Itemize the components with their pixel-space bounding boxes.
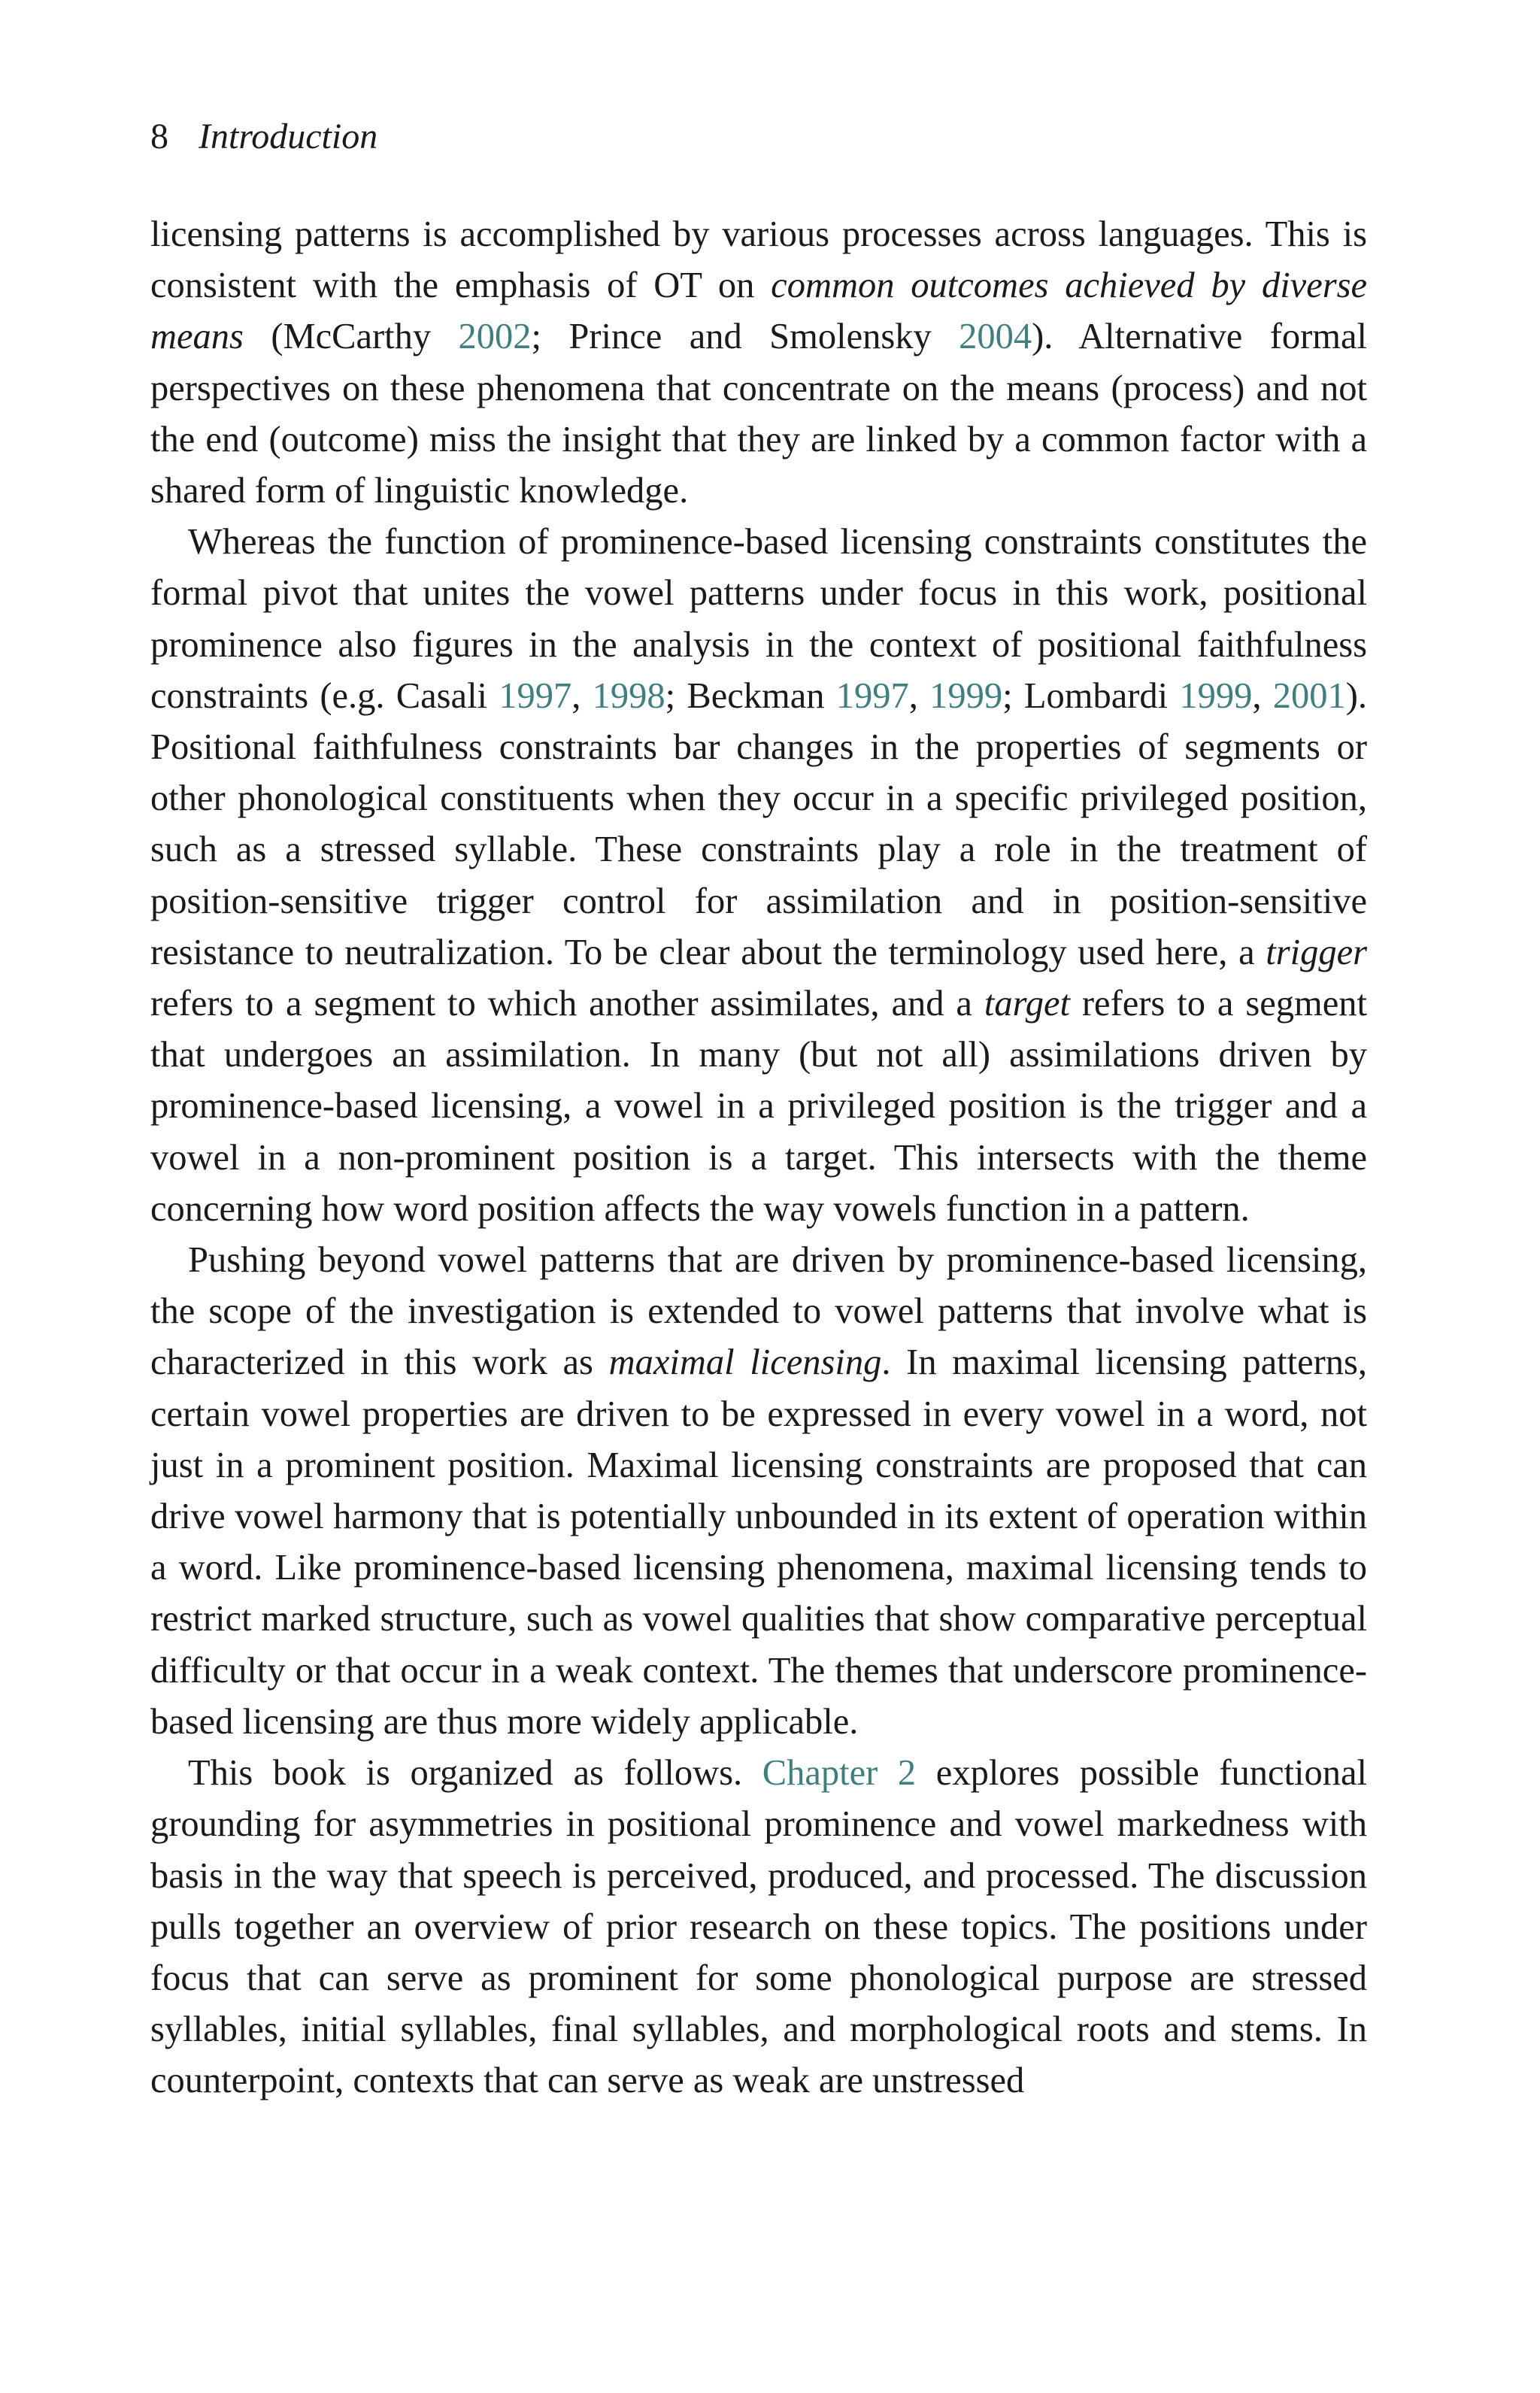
text-run: refers to a segment that undergoes an assimilation. In many (but not all) assimilations driven by prominence-based licensing, a vowel in a privileged position is the trigger and a vowel in a non-prominent position is a target. This intersects with the theme concerning how word position affects the way vowels function in a pattern. xyxy=(150,984,1367,1229)
text-run: ). Alternative formal perspectives on these phenomena that concentrate on the means (process) and not the end (outcome) miss the insight that they are linked by a common factor with a shared form of linguistic knowledge. xyxy=(150,317,1367,511)
text-run: ). Positional faithfulness constraints bar changes in the properties of segments or other phonological constituents when they occur in a specific privileged position, such as a stressed syllable. These constraints play a role in the treatment of position-sensitive trigger control for assimilation and in position-sensitive resistance to neutralization. To be clear about the terminology used here, a xyxy=(150,675,1368,972)
text-run: ; Prince and Smolensky xyxy=(531,317,959,357)
paragraph-3 xyxy=(150,1235,1367,1748)
paragraph-1 xyxy=(150,209,1367,517)
text-run: Pushing beyond vowel patterns that are driven by prominence-based licensing, the scope of the investigation is extended to vowel patterns that involve what is characterized in this work as xyxy=(150,1240,1367,1383)
text-run: , xyxy=(1252,675,1273,716)
citation-link[interactable]: 2001 xyxy=(1272,675,1346,716)
text-run: refers to a segment to which another assimilates, and a xyxy=(150,984,984,1024)
text-run: This book is organized as follows. xyxy=(188,1753,762,1794)
running-title: Introduction xyxy=(199,117,378,156)
body-text xyxy=(150,209,1367,2107)
citation-link[interactable]: 1999 xyxy=(929,675,1003,716)
emphasis: common outcomes achieved by diverse means xyxy=(150,265,1367,357)
paragraph-2 xyxy=(150,517,1367,1235)
text-run: ; Lombardi xyxy=(1002,675,1180,716)
chapter-link[interactable]: Chapter 2 xyxy=(762,1753,917,1794)
paragraph-4 xyxy=(150,1748,1367,2106)
citation-link[interactable]: 1997 xyxy=(499,675,572,716)
emphasis: trigger xyxy=(1266,932,1367,972)
text-run: , xyxy=(908,675,930,716)
text-run: (McCarthy xyxy=(243,317,459,357)
text-run: licensing patterns is accomplished by various processes across languages. This is consistent with the emphasis of OT on xyxy=(150,214,1367,306)
text-run: . In maximal licensing patterns, certain vowel properties are driven to be expressed in every vowel in a word, not just in a prominent position. Maximal licensing constraints are proposed that can drive vowel harmony that is potentially unbounded in its extent of operation within a word. Like prominence-based licensing phenomena, maximal licensing tends to restrict marked structure, such as vowel qualities that show comparative perceptual difficulty or that occur in a weak context. The themes that underscore prominence-based licensing are thus more widely applicable. xyxy=(150,1342,1367,1742)
citation-link[interactable]: 1998 xyxy=(592,675,665,716)
text-run: Whereas the function of prominence-based licensing constraints constitutes the formal pivot that unites the vowel patterns under focus in this work, positional prominence also figures in the analysis in the context of positional faithfulness constraints (e.g. Casali xyxy=(150,522,1367,716)
emphasis: target xyxy=(984,984,1070,1024)
text-run: , xyxy=(571,675,593,716)
citation-link[interactable]: 1999 xyxy=(1179,675,1253,716)
citation-link[interactable]: 2004 xyxy=(959,317,1032,357)
emphasis: maximal licensing xyxy=(608,1342,882,1383)
text-run: explores possible functional grounding for asymmetries in positional prominence and vowel markedness with basis in the way that speech is perceived, produced, and processed. The discussion pulls together an overview of prior research on these topics. The positions under focus that can serve as prominent for some phonological purpose are stressed syllables, initial syllables, final syllables, and morphological roots and stems. In counterpoint, contexts that can serve as weak are unstressed xyxy=(150,1753,1367,2101)
citation-link[interactable]: 2002 xyxy=(458,317,532,357)
running-head xyxy=(150,113,377,161)
page-number: 8 xyxy=(150,117,168,156)
text-run: ; Beckman xyxy=(665,675,836,716)
citation-link[interactable]: 1997 xyxy=(835,675,909,716)
